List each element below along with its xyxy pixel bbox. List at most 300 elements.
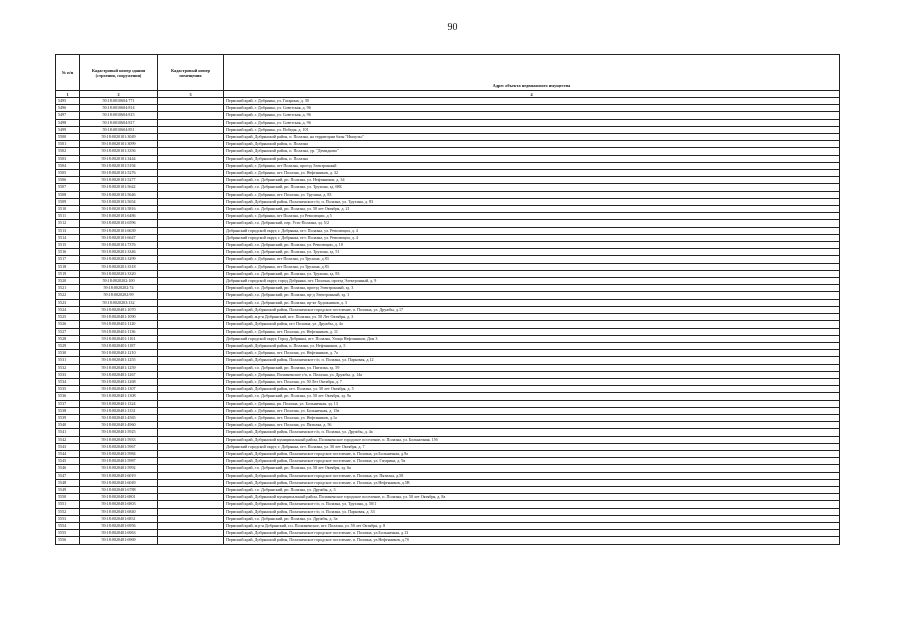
room-cadastral-number [158,364,224,371]
property-address: Добрянский городской округ, г. Добрянка, пгт. Полазна, ул. Революции, д. 4 [224,227,840,234]
property-address: Пермский край, г.о. Добрянский, рп. Полазна, ул. 50 лет Октября, зд. 6а [224,465,840,472]
property-register-table [55,54,840,545]
cadastral-number: 59:18:0020401:1308 [80,393,158,400]
room-cadastral-number [158,198,224,205]
row-number: 5503 [56,155,80,162]
table-row [56,515,840,522]
row-number: 5555 [56,530,80,537]
table-row [56,537,840,544]
room-cadastral-number [158,184,224,191]
room-cadastral-number [158,270,224,277]
row-number: 5550 [56,494,80,501]
row-number: 5539 [56,414,80,421]
table-row [56,458,840,465]
property-address: Пермский край, г. Добрянка, рп. Полазна, ул. Больничная, зд. 13 [224,400,840,407]
property-address: Пермский край, г.о. Добрянский, рп. Полазна, ул. Трухина, зд. 51 [224,249,840,256]
property-address: Пермский край, г.о. Добрянский, рп. Полазна, ул. Дружбы, д. 3 [224,486,840,493]
table-row [56,371,840,378]
property-address: Пермский край, г.о. Добрянский, рп. Полазна, пр-д Электронный, зд. 1 [224,292,840,299]
table-row [56,242,840,249]
row-number: 5527 [56,328,80,335]
table-row [56,450,840,457]
property-address: Пермский край, Добрянский район, Полазненское городское поселение, п. Полазна, ул.Нефтяников, д.7б [224,537,840,544]
cadastral-number: 59:18:0020101:6639 [80,227,158,234]
room-cadastral-number [158,342,224,349]
row-number: 5516 [56,249,80,256]
column-number-2: 2 [80,91,158,98]
table-row [56,278,840,285]
cadastral-number: 59:18:0020202:74 [80,285,158,292]
row-number: 5505 [56,170,80,177]
table-row [56,393,840,400]
table-row [56,141,840,148]
row-number: 5533 [56,371,80,378]
room-cadastral-number [158,522,224,529]
property-address: Пермский край, г. Добрянка, пгт. Полазна, ул. Трухина, д. 83 [224,191,840,198]
cadastral-number: 59:18:0020401:1259 [80,364,158,371]
row-number: 5511 [56,213,80,220]
row-number: 5554 [56,522,80,529]
property-address: Добрянский городской округ, город Добрянка, пгт. Полазна, проезд Электронный, д. 9 [224,278,840,285]
row-number: 5507 [56,184,80,191]
row-number: 5501 [56,141,80,148]
property-address: Пермский край, Добрянский район, Полазненское городское поселение, п. Полазна, ул. Дружбы, д.17 [224,306,840,313]
property-address: Пермский край, г. Добрянка, пгт Полазна, ул Революции, д 5 [224,213,840,220]
property-address: Пермский край, г. Добрянка, пгт. Полазна, ул. 50 Лет Октября, д. 7 [224,378,840,385]
room-cadastral-number [158,458,224,465]
cadastral-number: 59:18:0020401:1267 [80,371,158,378]
cadastral-number: 59:18:0020401:1255 [80,357,158,364]
table-row [56,378,840,385]
property-address: Добрянский городской округ, г. Добрянка, пгт. Полазна, ул. 50 лет Октября, д. 7 [224,443,840,450]
cadastral-number: 59:18:0020101:6647 [80,234,158,241]
room-cadastral-number [158,350,224,357]
room-cadastral-number [158,530,224,537]
room-cadastral-number [158,314,224,321]
property-address: Пермский край, г. Добрянка, пгт. Полазна, ул. Нефтяников, д. 7а [224,350,840,357]
row-number: 5536 [56,393,80,400]
row-number: 5510 [56,206,80,213]
row-number: 5515 [56,242,80,249]
room-cadastral-number [158,263,224,270]
cadastral-number: 59:18:0020202:99 [80,292,158,299]
row-number: 5551 [56,501,80,508]
cadastral-number: 59:18:0020401:1331 [80,407,158,414]
cadastral-number: 59:18:0020401:1268 [80,378,158,385]
table-row [56,184,840,191]
room-cadastral-number [158,306,224,313]
row-number: 5519 [56,270,80,277]
row-number: 5530 [56,350,80,357]
row-number: 5498 [56,119,80,126]
row-number: 5532 [56,364,80,371]
property-address: Пермский край, Добрянский район, Полазненское г/п, п. Полазна, ул. Парковая, д.12 [224,357,840,364]
row-number: 5495 [56,98,80,105]
cadastral-number: 59:18:0020101:7376 [80,242,158,249]
room-cadastral-number [158,429,224,436]
room-cadastral-number [158,155,224,162]
cadastral-number: 59:18:0020401:1090 [80,314,158,321]
cadastral-number: 59:18:0020201:3318 [80,263,158,270]
table-row [56,407,840,414]
table-row [56,170,840,177]
property-address: Пермский край, г.о. Добрянский, пер. Усть-Полазна, зд. 5/2 [224,220,840,227]
room-cadastral-number [158,357,224,364]
property-address: Пермский край, г. Добрянка, пгт. Полазна, ул. Нефтяников, д.1а [224,414,840,421]
row-number: 5499 [56,126,80,133]
row-number: 5512 [56,220,80,227]
header-cadastral-room: Кадастровый номер помещения [158,55,224,91]
room-cadastral-number [158,479,224,486]
cadastral-number: 59:18:0020201:3346 [80,249,158,256]
room-cadastral-number [158,414,224,421]
property-address: Пермский край, г. Добрянка, ул. Советская, д. 96 [224,119,840,126]
row-number: 5543 [56,443,80,450]
property-address: Пермский край, г. Добрянка, пгт Полазна, проезд Электронный [224,162,840,169]
cadastral-number: 59:18:0020401:1070 [80,306,158,313]
cadastral-number: 59:18:0020401:5984 [80,450,158,457]
cadastral-number: 59:18:0020401:4565 [80,414,158,421]
room-cadastral-number [158,378,224,385]
table-row [56,335,840,342]
cadastral-number: 59:18:0020203:132 [80,299,158,306]
table-row [56,328,840,335]
table-row [56,119,840,126]
room-cadastral-number [158,112,224,119]
row-number: 5546 [56,465,80,472]
row-number: 5524 [56,306,80,313]
cadastral-number: 59:18:0020401:5967 [80,443,158,450]
cadastral-number: 59:18:0020101:5276 [80,170,158,177]
row-number: 5523 [56,299,80,306]
property-address: Пермский край, г. Добрянка, пгт. Полазна, ул. Больничная, д. 15в [224,407,840,414]
row-number: 5535 [56,386,80,393]
cadastral-number: 59:18:0020101:3049 [80,134,158,141]
row-number: 5522 [56,292,80,299]
row-number: 5513 [56,227,80,234]
row-number: 5545 [56,458,80,465]
row-number: 5552 [56,508,80,515]
cadastral-number: 59:18:0020401:5925 [80,429,158,436]
property-address: Пермский край, г.о. Добрянский, рп. Полазна, ул. 50 лет Октября, д. 21 [224,206,840,213]
column-number-4: 4 [224,91,840,98]
room-cadastral-number [158,486,224,493]
cadastral-number: 59:18:0020401:1161 [80,335,158,342]
room-cadastral-number [158,501,224,508]
row-number: 5500 [56,134,80,141]
table-row [56,270,840,277]
row-number: 5529 [56,342,80,349]
room-cadastral-number [158,328,224,335]
cadastral-number: 59:18:0020101:5277 [80,177,158,184]
property-address: Пермский край, Добрянский район, п. Полазна, ур. "Демидково" [224,148,840,155]
property-address: Пермский край, Добрянский район, Полазненское городское поселение, п. Полазна, ул.Нефтяников, д.5В [224,479,840,486]
property-address: Пермский край, г. Добрянка, Полазненское г/п, п. Полазна, ул. Дружбы, д. 14а [224,371,840,378]
property-address: Пермский край, г.о. Добрянский, рп. Полазна, ул. Трухина, зд. 83 [224,270,840,277]
property-address: Пермский край, Добрянский район, пгт. Полазна, ул. 50 лет Октября, д. 5 [224,386,840,393]
property-address: Пермский край, г. Добрянка, пгт. Полазна, ул. Нефтяников, д. 11 [224,328,840,335]
table-row [56,256,840,263]
table-row [56,155,840,162]
row-number: 5504 [56,162,80,169]
row-number: 5542 [56,436,80,443]
property-address: Пермский край, г.о. Добрянский, рп. Полазна, ул. Пятилка, зд. 59 [224,364,840,371]
table-row [56,494,840,501]
table-row [56,213,840,220]
property-address: Пермский край, Добрянский район, Полазненское городское поселение, п. Полазна, ул. Пятилка, д.58 [224,472,840,479]
property-address: Пермский край, Добрянский район, Полазненское г/п, п. Полазна, ул. Дружбы, д. 4а [224,429,840,436]
table-row [56,249,840,256]
property-address: Пермский край, г.о. Добрянский, рп. Полазна, ул. Нефтяников, д. 34 [224,177,840,184]
cadastral-number: 59:18:0020401:1210 [80,350,158,357]
row-number: 5537 [56,400,80,407]
cadastral-number: 59:18:0020101:5646 [80,191,158,198]
room-cadastral-number [158,141,224,148]
room-cadastral-number [158,494,224,501]
room-cadastral-number [158,472,224,479]
table-row [56,501,840,508]
room-cadastral-number [158,126,224,133]
room-cadastral-number [158,98,224,105]
row-number: 5514 [56,234,80,241]
cadastral-number: 59:18:0020401:5987 [80,458,158,465]
table-row [56,234,840,241]
row-number: 5540 [56,422,80,429]
property-address: Пермский край, Добрянский муниципальный район, Полазненское городское поселение, п. Полазна, ул. Больничная, 15б [224,436,840,443]
table-body [56,98,840,545]
room-cadastral-number [158,148,224,155]
cadastral-number: 59:18:0020101:3099 [80,141,158,148]
room-cadastral-number [158,256,224,263]
cadastral-number: 59:18:0020401:6788 [80,486,158,493]
cadastral-number: 59:18:0020401:1187 [80,342,158,349]
cadastral-number: 59:18:0020401:6969 [80,537,158,544]
page-number: 90 [447,22,458,33]
table-row [56,126,840,133]
property-address: Пермский край, г.о. Добрянский, рп. Полазна, ул. Революции, д. 10 [224,242,840,249]
header-cadastral-building: Кадастровый номер здания (строения, сооружения) [80,55,158,91]
property-address: Пермский край, Добрянский район, Полазненское городское поселение, п. Полазна, ул. Гагарина, д. 9а [224,458,840,465]
cadastral-number: 59:18:0020101:5654 [80,198,158,205]
room-cadastral-number [158,465,224,472]
column-number-3: 3 [158,91,224,98]
property-address: Пермский край, Добрянский район, Полазненское г/п, п. Полазна, ул. Парковая, д. 33 [224,508,840,515]
cadastral-number: 59:18:0020401:1136 [80,328,158,335]
table-row [56,220,840,227]
room-cadastral-number [158,400,224,407]
table-row [56,191,840,198]
room-cadastral-number [158,407,224,414]
cadastral-number: 59:18:0020101:3444 [80,155,158,162]
room-cadastral-number [158,170,224,177]
table-row [56,285,840,292]
room-cadastral-number [158,278,224,285]
room-cadastral-number [158,393,224,400]
room-cadastral-number [158,335,224,342]
row-number: 5497 [56,112,80,119]
header-num: № п/п [56,55,80,91]
table-row [56,342,840,349]
table-row [56,112,840,119]
property-address: Пермский край, Добрянский район, п. Полазна, на территории базы "Импульс" [224,134,840,141]
cadastral-number: 59:18:0010604:771 [80,98,158,105]
table-row [56,148,840,155]
room-cadastral-number [158,443,224,450]
cadastral-number: 59:18:0020101:5816 [80,206,158,213]
row-number: 5520 [56,278,80,285]
room-cadastral-number [158,386,224,393]
cadastral-number: 59:18:0020401:1120 [80,321,158,328]
cadastral-number: 59:18:0020201:3299 [80,256,158,263]
room-cadastral-number [158,299,224,306]
room-cadastral-number [158,508,224,515]
cadastral-number: 59:18:0010604:815 [80,112,158,119]
row-number: 5517 [56,256,80,263]
table-row [56,357,840,364]
property-address: Пермский край, г.о. Добрянский, рп. Полазна, проезд Электронный, зд. 3 [224,285,840,292]
table-row [56,472,840,479]
property-address: Пермский край, г.о. Добрянский, рп. Полазна, пр-кт Художников, д. 3 [224,299,840,306]
property-address: Добрянский городской округ, Город Добрянка, пгт. Полазна, Улица Нефтяников, Дом 3 [224,335,840,342]
property-address: Пермский край, м.р-н Добрянский, пгт. Полазна, ул. 50 Лет Октября, д. 3 [224,314,840,321]
property-address: Пермский край, Добрянский район, Полазненское городское поселение, п. Полазна, ул.Больничная, д.9а [224,450,840,457]
row-number: 5509 [56,198,80,205]
property-address: Пермский край, Добрянский район, Полазненское г/п, п. Полазна, ул. Трухина, д. 50/1 [224,501,840,508]
table-row [56,314,840,321]
property-address: Добрянский городской округ, г. Добрянка, пгт. Полазна, ул. Революции, д. 4 [224,234,840,241]
room-cadastral-number [158,242,224,249]
row-number: 5549 [56,486,80,493]
room-cadastral-number [158,227,224,234]
property-address: Пермский край, г. Добрянка, пгт. Полазна, ул. Нефтяников, д. 32 [224,170,840,177]
cadastral-number: 59:18:0020401:5992 [80,465,158,472]
table-row [56,134,840,141]
property-address: Пермский край, Добрянский район, п. Полазна [224,155,840,162]
row-number: 5521 [56,285,80,292]
room-cadastral-number [158,191,224,198]
table-row [56,206,840,213]
table-row [56,105,840,112]
room-cadastral-number [158,162,224,169]
table-row [56,530,840,537]
room-cadastral-number [158,422,224,429]
cadastral-number: 59:18:0020401:6019 [80,472,158,479]
cadastral-number: 59:18:0020401:4960 [80,422,158,429]
property-address: Пермский край, г. Добрянка, пгт. Полазна, ул. Пятилка, д. 56 [224,422,840,429]
room-cadastral-number [158,537,224,544]
table-row [56,479,840,486]
property-address: Пермский край, г.о. Добрянский, рп. Полазна, ул. 50 лет Октября, зд. 9а [224,393,840,400]
room-cadastral-number [158,206,224,213]
table-row [56,443,840,450]
property-address: Пермский край, г.о. Добрянский, рп. Полазна, ул. Дружбы, д. 3а [224,515,840,522]
table-row [56,177,840,184]
row-number: 5538 [56,407,80,414]
row-number: 5531 [56,357,80,364]
property-address: Пермский край, г. Добрянка, ул. Советская, д. 96 [224,112,840,119]
cadastral-number: 59:18:0020101:5642 [80,184,158,191]
room-cadastral-number [158,285,224,292]
table-row [56,386,840,393]
table-row [56,198,840,205]
property-address: Пермский край, Добрянский район, Полазненское городское поселение, п. Полазна, ул.Больничная, д.13 [224,530,840,537]
cadastral-number: 59:18:0020401:6803 [80,501,158,508]
property-address: Пермский край, Добрянский район, пгт Полазна, ул. Дружбы, д. 4а [224,321,840,328]
row-number: 5496 [56,105,80,112]
table-row [56,400,840,407]
cadastral-number: 59:18:0010604:851 [80,126,158,133]
header-address: Адрес объекта недвижимого имущества [224,55,840,91]
property-address: Пермский край, г. Добрянка, пгт Полазна, ул Трухина, д 83 [224,256,840,263]
row-number: 5534 [56,378,80,385]
table-row [56,299,840,306]
cadastral-number: 59:18:0020202:100 [80,278,158,285]
table-row [56,162,840,169]
row-number: 5556 [56,537,80,544]
cadastral-number: 59:18:0020101:6486 [80,213,158,220]
room-cadastral-number [158,249,224,256]
cadastral-number: 59:18:0010604:814 [80,105,158,112]
table-row [56,263,840,270]
table-row [56,522,840,529]
cadastral-number: 59:18:0020101:3356 [80,148,158,155]
room-cadastral-number [158,134,224,141]
row-number: 5547 [56,472,80,479]
table-row [56,465,840,472]
table-row [56,414,840,421]
row-number: 5541 [56,429,80,436]
property-address: Пермский край, г. Добрянка, пгт Полазна, ул Трухина, д 83 [224,263,840,270]
cadastral-number: 59:18:0020101:5194 [80,162,158,169]
cadastral-number: 59:18:0020401:6831 [80,515,158,522]
cadastral-number: 59:18:0020401:6801 [80,494,158,501]
room-cadastral-number [158,234,224,241]
row-number: 5553 [56,515,80,522]
room-cadastral-number [158,292,224,299]
property-address: Пермский край, Добрянский район, Полазненское г/п, п. Полазна, ул. Трухина, д. 83 [224,198,840,205]
cadastral-number: 59:18:0020401:6963 [80,530,158,537]
table-row [56,486,840,493]
row-number: 5502 [56,148,80,155]
cadastral-number: 59:18:0020201:3320 [80,270,158,277]
row-number: 5544 [56,450,80,457]
row-number: 5528 [56,335,80,342]
row-number: 5526 [56,321,80,328]
room-cadastral-number [158,177,224,184]
room-cadastral-number [158,105,224,112]
cadastral-number: 59:18:0020401:6840 [80,508,158,515]
room-cadastral-number [158,515,224,522]
property-address: Пермский край, г.о. Добрянский, рп. Полазна, ул. Трухина, зд. 68Б [224,184,840,191]
property-address: Пермский край, Добрянский район, п. Полазна [224,141,840,148]
table-row [56,422,840,429]
property-address: Пермский край, г. Добрянка, ул. Победы, д. 101 [224,126,840,133]
row-number: 5506 [56,177,80,184]
table-row [56,350,840,357]
cadastral-number: 59:18:0020401:6049 [80,479,158,486]
room-cadastral-number [158,436,224,443]
cadastral-number: 59:18:0020401:1307 [80,386,158,393]
property-address: Пермский край, г. Добрянка, ул. Советская, д. 96 [224,105,840,112]
property-address: Пермский край, г. Добрянка, ул. Гагарина, д. 30 [224,98,840,105]
room-cadastral-number [158,220,224,227]
table-row [56,436,840,443]
property-address: Пермский край, Добрянский район, п. Полазна, ул. Нефтяников, д. 5 [224,342,840,349]
table-row [56,306,840,313]
table-row [56,364,840,371]
cadastral-number: 59:18:0020401:6956 [80,522,158,529]
table-row [56,429,840,436]
